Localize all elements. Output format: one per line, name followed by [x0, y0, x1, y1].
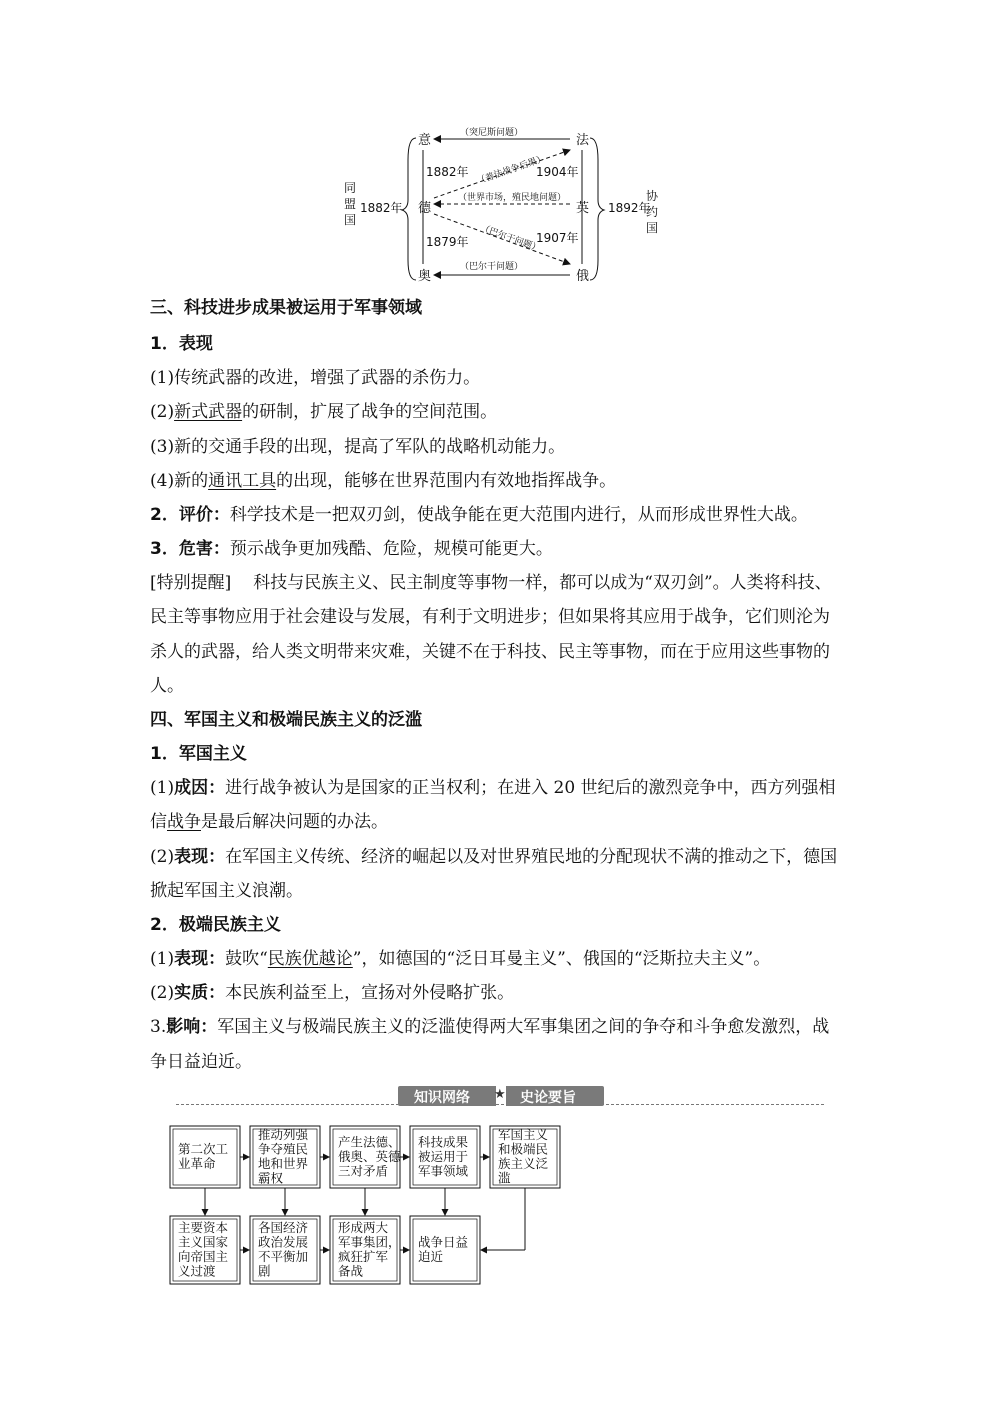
a2-text: 在军国主义传统、经济的崛起以及对世界殖民地的分配现状不满的推动之下，德国 [225, 847, 838, 867]
flow-bottom-box-4-line: 迫近 [418, 1249, 444, 1264]
section3-eval-label: 2．评价： [150, 505, 230, 525]
section3-harm-label: 3．危害： [150, 539, 230, 559]
flow-top-box-4-line: 军事领域 [418, 1163, 469, 1179]
node-france: 法 [576, 133, 590, 148]
section4-a2-line2: 掀起军国主义浪潮。 [150, 881, 303, 901]
flow-top-box-2-line: 地和世界 [258, 1156, 309, 1171]
flow-top-box-3 [330, 1126, 401, 1188]
section3-p4-pre: (4)新的 [150, 471, 209, 491]
a1-pre: (1) [150, 778, 175, 798]
flow-bottom-box-2-line: 不平衡加 [258, 1249, 309, 1264]
a1-text: 进行战争被认为是国家的正当权利；在进入 20 世纪后的激烈竞争中，西方列强相 [225, 778, 836, 798]
flow-top-box-3-line: 三对矛盾 [338, 1163, 389, 1179]
b1-t1: 鼓吹“ [225, 949, 268, 969]
flow-top-box-5-line: 滥 [498, 1170, 511, 1186]
section3-p2-pre: (2) [150, 402, 175, 422]
c-label: 影响： [166, 1017, 218, 1037]
section3-harm-text: 预示战争更加残酷、危险，规模可能更大。 [229, 539, 553, 559]
section4-b1 [150, 947, 770, 971]
a2-label: 表现： [174, 847, 226, 867]
banner [398, 1086, 604, 1106]
b1-pre: (1) [150, 949, 175, 969]
edge-middle-label: （世界市场，殖民地问题） [458, 193, 567, 203]
node-austria: 奥 [418, 269, 432, 284]
node-britain: 英 [576, 201, 590, 216]
left-group-char-1: 同 [344, 181, 357, 195]
a2-pre: (2) [150, 847, 175, 867]
flow-bottom-box-2 [250, 1216, 320, 1284]
section3-p1: (1)传统武器的改进，增强了武器的杀伤力。 [150, 368, 481, 388]
flow-bottom-box-1-line: 向帝国主 [178, 1249, 229, 1264]
flow-bottom-box-2-line: 剧 [258, 1263, 271, 1279]
flow-bottom-box-2-line: 政治发展 [258, 1234, 309, 1250]
flow-top-box-5-line: 军国主义 [498, 1127, 549, 1142]
right-group-char-2: 约 [646, 205, 659, 219]
tip-line-1 [150, 571, 832, 595]
flow-bottom-box-3-line: 疯狂扩军 [338, 1249, 389, 1264]
year-1882: 1882年 [426, 165, 469, 179]
section4-title: 四、军国主义和极端民族主义的泛滥 [150, 710, 422, 730]
tip-label: [特别提醒] [150, 573, 232, 593]
section4-a2 [150, 845, 837, 869]
a1-l2-post: 是最后解决问题的办法。 [201, 812, 388, 832]
flow-top-box-5-line: 族主义泛 [498, 1156, 549, 1171]
node-russia: 俄 [576, 269, 590, 284]
b1-underline: 民族优越论 [267, 949, 353, 969]
right-year: 1892年 [608, 201, 651, 215]
flow-bottom-box-4-line: 战争日益 [418, 1234, 469, 1250]
flow-bottom-box-4 [410, 1216, 480, 1284]
flow-bottom-box-1-line: 义过渡 [178, 1263, 216, 1279]
left-group-char-3: 国 [344, 213, 357, 227]
banner-right-text: 史论要旨 [520, 1090, 576, 1106]
a1-l2-pre: 信 [150, 812, 167, 832]
tip-line-4: 人。 [150, 676, 184, 696]
flow-top-box-3-line: 产生法德、 [338, 1134, 401, 1150]
section3-p4-post: 的出现，能够在世界范围内有效地指挥战争。 [276, 471, 617, 491]
banner-left-text: 知识网络 [414, 1090, 470, 1106]
flow-top-box-2-line: 争夺殖民 [258, 1141, 309, 1157]
edge-top-label: （突尼斯问题） [460, 128, 524, 138]
section3-p4-underline: 通讯工具 [208, 471, 277, 491]
section4-sub1: 1．军国主义 [150, 744, 247, 764]
flow-bottom-box-3-line: 备战 [338, 1263, 364, 1279]
flow-top-box-1-line: 第二次工 [178, 1141, 229, 1157]
flow-bottom-box-2-line: 各国经济 [258, 1220, 309, 1235]
tip-line-3: 杀人的武器，给人类文明带来灾难，关键不在于科技、民主等事物，而在于应用这些事物的 [150, 642, 830, 662]
flow-top-box-2-line: 霸权 [258, 1170, 284, 1186]
flow-top-box-1 [170, 1126, 240, 1188]
section3-sub1: 1．表现 [150, 334, 213, 354]
section4-a1-line2 [150, 810, 388, 834]
section3-title: 三、科技进步成果被运用于军事领域 [150, 298, 422, 318]
edge-diag-russia-label: （巴尔干问题） [478, 223, 542, 255]
b1-t2: ”，如德国的“泛日耳曼主义”、俄国的“泛斯拉夫主义”。 [352, 949, 771, 969]
flow-top-box-2 [250, 1126, 320, 1188]
section3-evaluation [150, 503, 808, 527]
flow-bottom-box-1-line: 主义国家 [178, 1234, 229, 1250]
flow-top-box-3-line: 俄奥、英德 [338, 1148, 401, 1164]
left-brace [402, 138, 416, 280]
edge-bottom-label: （巴尔干问题） [460, 262, 524, 272]
right-group-char-1: 协 [646, 189, 659, 203]
b2-pre: (2) [150, 983, 175, 1003]
year-1879: 1879年 [426, 235, 469, 249]
b2-text: 本民族利益至上，宣扬对外侵略扩张。 [225, 983, 515, 1003]
left-year: 1882年 [360, 201, 403, 215]
a1-l2-underline: 战争 [167, 812, 201, 832]
right-brace [590, 138, 604, 280]
edge-diag-france-label: （普法战争后果） [475, 153, 548, 187]
section4-c [150, 1015, 829, 1039]
flow-bottom-box-3-line: 军事集团， [338, 1234, 401, 1250]
flow-bottom-box-1 [170, 1216, 240, 1284]
alliance-diagram [330, 120, 670, 290]
flow-bottom-box-1-line: 主要资本 [178, 1220, 229, 1235]
c-text: 军国主义与极端民族主义的泛滥使得两大军事集团之间的争夺和斗争愈发激烈，战 [217, 1017, 830, 1037]
flow-top-box-5 [490, 1126, 560, 1188]
banner-star: ★ [494, 1087, 506, 1102]
node-italy: 意 [418, 133, 432, 148]
c-pre: 3. [150, 1017, 167, 1037]
section3-p4 [150, 469, 616, 493]
flow-top-box-4 [410, 1126, 480, 1188]
node-germany: 德 [418, 201, 432, 216]
left-group-char-2: 盟 [344, 197, 357, 211]
flow-top-box-4-line: 科技成果 [418, 1134, 469, 1150]
flow-top-box-2-line: 推动列强 [258, 1127, 309, 1142]
tip-line-2: 民主等事物应用于社会建设与发展，有利于文明进步；但如果将其应用于战争，它们则沦为 [150, 607, 830, 627]
section4-b2 [150, 981, 514, 1005]
section3-p2-post: 的研制，扩展了战争的空间范围。 [242, 402, 498, 422]
right-group-char-3: 国 [646, 221, 659, 235]
year-1904: 1904年 [536, 165, 579, 179]
section4-c-line2: 争日益迫近。 [150, 1052, 252, 1072]
flow-top-box-4-line: 被运用于 [418, 1148, 469, 1164]
flow-top-box-5-line: 和极端民 [498, 1141, 549, 1157]
flow-bottom-box-3 [330, 1216, 401, 1284]
section3-eval-text: 科学技术是一把双刃剑，使战争能在更大范围内进行，从而形成世界性大战。 [229, 505, 808, 525]
section3-p2 [150, 400, 497, 424]
knowledge-flowchart [160, 1118, 580, 1290]
section3-p3: (3)新的交通手段的出现，提高了军队的战略机动能力。 [150, 437, 566, 457]
b1-label: 表现： [174, 949, 226, 969]
section4-sub2: 2．极端民族主义 [150, 915, 281, 935]
section3-harm [150, 537, 553, 561]
section3-p2-underline: 新式武器 [174, 402, 243, 422]
year-1907: 1907年 [536, 231, 579, 245]
a1-label: 成因： [174, 778, 226, 798]
tip-text-1: 科技与民族主义、民主制度等事物一样，都可以成为“双刃剑”。人类将科技、 [253, 573, 832, 593]
flow-top-box-1-line: 业革命 [178, 1156, 216, 1171]
b2-label: 实质： [174, 983, 226, 1003]
section4-a1 [150, 776, 836, 800]
flow-bottom-box-3-line: 形成两大 [338, 1220, 389, 1235]
